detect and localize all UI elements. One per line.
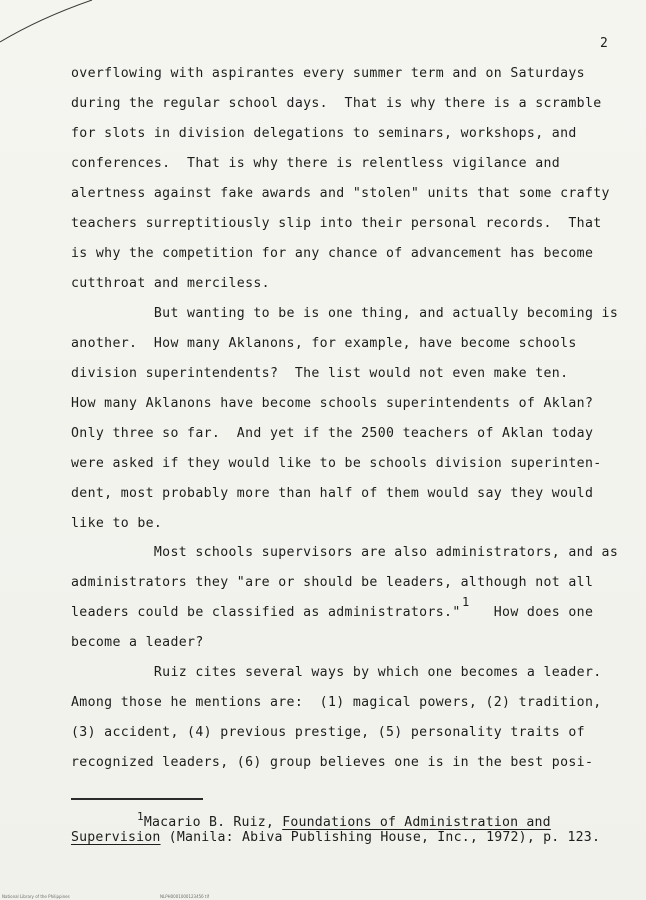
text-line: were asked if they would like to be schools division superinten-: [71, 456, 602, 471]
text-line: Ruiz cites several ways by which one becomes a leader.: [71, 665, 602, 680]
text-line: How many Aklanons have become schools superintendents of Aklan?: [71, 396, 594, 411]
footnote-marker: 1: [137, 810, 144, 823]
text-line: become a leader?: [71, 635, 204, 650]
text-line: division superintendents? The list would not even make ten.: [71, 366, 569, 381]
text-line: (3) accident, (4) previous prestige, (5) personality traits of: [71, 725, 585, 740]
text-line: But wanting to be is one thing, and actually becoming is: [71, 306, 619, 321]
text-line: leaders could be classified as administrators." How does one: [71, 605, 594, 620]
text-line: like to be.: [71, 516, 163, 531]
scan-file-label: NLPH0001000123456 tif: [160, 894, 210, 899]
text-line: alertness against fake awards and "stolen" units that some crafty: [71, 186, 610, 201]
page-number: 2: [600, 36, 609, 51]
footnote-title-cont: Supervision: [71, 830, 161, 845]
text-line: is why the competition for any chance of advancement has become: [71, 246, 594, 261]
text-line: conferences. That is why there is relentless vigilance and: [71, 156, 561, 171]
footnote-publisher: (Manila: Abiva Publishing House, Inc., 1972), p. 123.: [160, 830, 601, 845]
text-line: teachers surreptitiously slip into their personal records. That: [71, 216, 602, 231]
footnote-title: Foundations of Administration and: [282, 815, 551, 830]
corner-pen-stroke: [0, 0, 100, 50]
scan-footer: [0, 892, 646, 900]
text-line: during the regular school days. That is why there is a scramble: [71, 96, 602, 111]
text-line: dent, most probably more than half of them would say they would: [71, 486, 594, 501]
footnote-line-1: [71, 810, 551, 831]
text-line: another. How many Aklanons, for example, have become schools: [71, 336, 577, 351]
text-line: Only three so far. And yet if the 2500 teachers of Aklan today: [71, 426, 594, 441]
text-line: Most schools supervisors are also administrators, and as: [71, 545, 619, 560]
scan-source-label: National Library of the Philippines: [2, 894, 70, 899]
text-line: Among those he mentions are: (1) magical powers, (2) tradition,: [71, 695, 602, 710]
text-line: for slots in division delegations to seminars, workshops, and: [71, 126, 577, 141]
citation-superscript: 1: [462, 595, 470, 609]
text-line: administrators they "are or should be leaders, although not all: [71, 575, 594, 590]
text-line: overflowing with aspirantes every summer term and on Saturdays: [71, 66, 585, 81]
text-line: cutthroat and merciless.: [71, 276, 270, 291]
footnote-line-2: [71, 830, 600, 846]
footnote-rule: [71, 798, 203, 800]
text-line: recognized leaders, (6) group believes one is in the best posi-: [71, 755, 594, 770]
footnote-author: Macario B. Ruiz,: [143, 815, 283, 830]
